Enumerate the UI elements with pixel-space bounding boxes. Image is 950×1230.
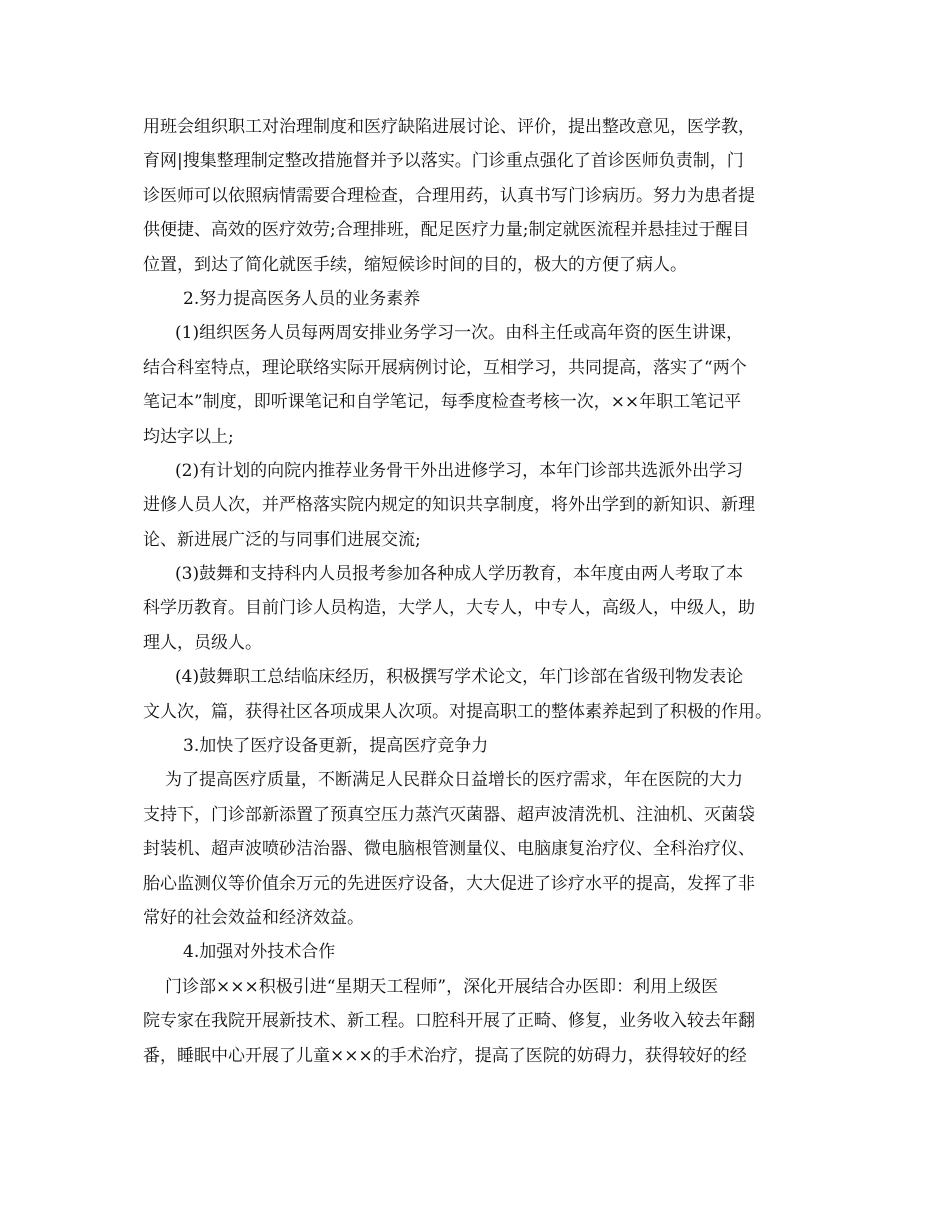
text-line: 笔记本”制度，即听课笔记和自学笔记，每季度检查考核一次，××年职工笔记平 xyxy=(143,392,742,413)
text-line: (3)鼓舞和支持科内人员报考参加各种成人学历教育，本年度由两人考取了本 xyxy=(175,564,744,585)
text-line: 供便捷、高效的医疗效劳;合理排班，配足医疗力量;制定就医流程并悬挂过于醒目 xyxy=(143,220,750,241)
text-line: 用班会组织职工对治理制度和医疗缺陷进展讨论、评价，提出整改意见，医学教， xyxy=(143,117,755,137)
text-line: 番，睡眠中心开展了儿童×××的手术治疗，提高了医院的妨碍力，获得较好的经 xyxy=(143,1045,747,1066)
text-line: 科学历教育。目前门诊人员构造，大学人，大专人，中专人，高级人，中级人，助 xyxy=(143,598,755,619)
text-line: 文人次，篇，获得社区各项成果人次项。对提高职工的整体素养起到了积极的作用。 xyxy=(143,701,772,722)
text-line: 门诊部×××积极引进“星期天工程师”，深化开展结合办医即：利用上级医 xyxy=(165,976,719,997)
text-line: 均达字以上; xyxy=(143,426,234,447)
text-line: 常好的社会效益和经济效益。 xyxy=(143,907,364,928)
text-line: (1)组织医务人员每两周安排业务学习一次。由科主任或高年资的医生讲课， xyxy=(175,323,744,344)
text-line: 胎心监测仪等价值余万元的先进医疗设备，大大促进了诊疗水平的提高，发挥了非 xyxy=(143,873,755,894)
text-line: 理人，员级人。 xyxy=(143,632,262,653)
text-line: 院专家在我院开展新技术、新工程。口腔科开展了正畸、修复，业务收入较去年翻 xyxy=(143,1011,755,1032)
text-line: 论、新进展广泛的与同事们进展交流; xyxy=(143,529,421,550)
text-line: (4)鼓舞职工总结临床经历，积极撰写学术论文，年门诊部在省级刊物发表论 xyxy=(175,667,744,688)
text-line: 封装机、超声波喷砂洁治器、微电脑根管测量仪、电脑康复治疗仪、全科治疗仪、 xyxy=(143,839,755,860)
body-text xyxy=(143,110,831,1073)
section-heading: 2.努力提高医务人员的业务素养 xyxy=(183,288,421,309)
text-line: 进修人员人次，并严格落实院内规定的知识共享制度，将外出学到的新知识、新理 xyxy=(143,495,755,516)
text-line: 育网|搜集整理制定整改措施督并予以落实。门诊重点强化了首诊医师负责制，门 xyxy=(143,151,744,172)
text-line: 位置，到达了简化就医手续，缩短候诊时间的目的，极大的方便了病人。 xyxy=(143,254,687,275)
section-heading: 3.加快了医疗设备更新，提高医疗竞争力 xyxy=(183,736,489,757)
text-line: 结合科室特点，理论联络实际开展病例讨论，互相学习，共同提高，落实了“两个 xyxy=(143,357,747,378)
text-line: 为了提高医疗质量，不断满足人民群众日益增长的医疗需求，年在医院的大力 xyxy=(165,770,743,791)
text-line: (2)有计划的向院内推荐业务骨干外出进修学习，本年门诊部共选派外出学习 xyxy=(175,460,744,481)
text-line: 诊医师可以依照病情需要合理检查，合理用药，认真书写门诊病历。努力为患者提 xyxy=(143,185,755,206)
text-line: 支持下，门诊部新添置了预真空压力蒸汽灭菌器、超声波清洗机、注油机、灭菌袋 xyxy=(143,804,755,825)
section-heading: 4.加强对外技术合作 xyxy=(183,942,336,963)
